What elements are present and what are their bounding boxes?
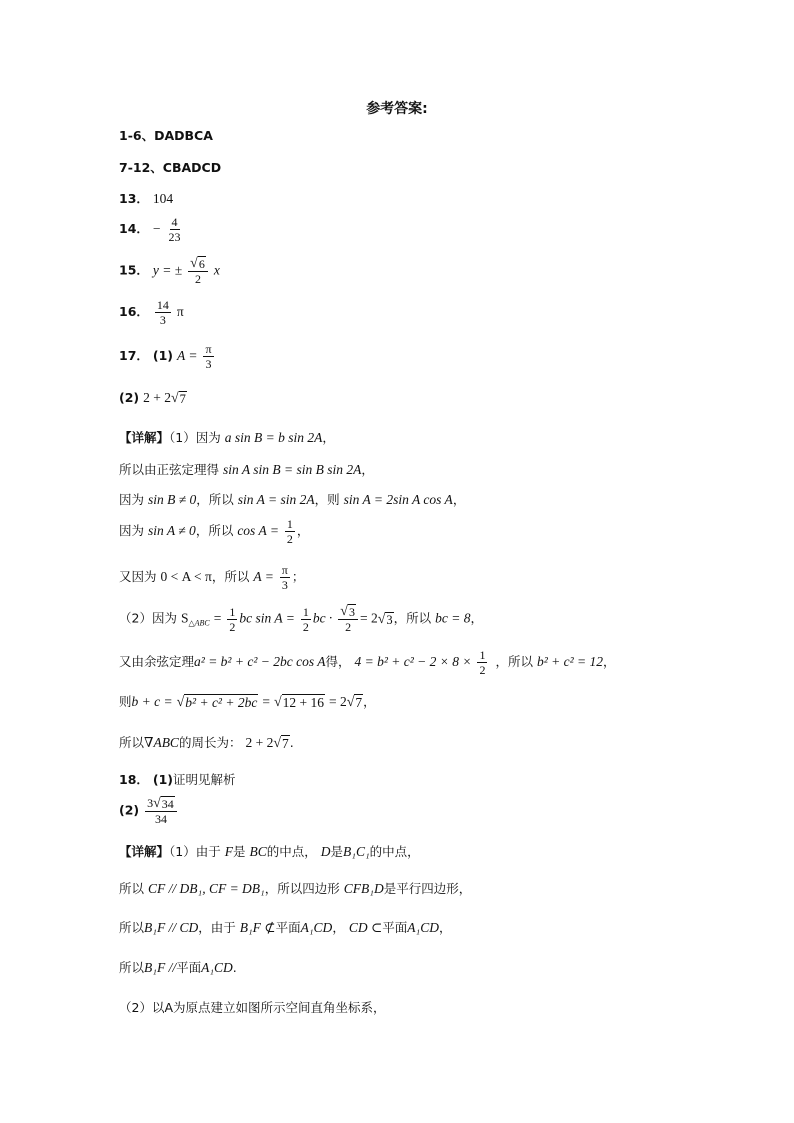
q17-s6-frac3-den: 2 [345, 620, 352, 634]
answer-18-part1 [119, 770, 236, 788]
q15-fraction [188, 256, 208, 286]
q17-s8-rad1: b² + c² + 2bc [185, 695, 258, 710]
q17-s6-S: S [180, 610, 189, 626]
q17-s9-tri: ∇ABC [144, 735, 179, 750]
q16-numerator: 14 [156, 298, 169, 312]
q17-s4-m2: cos A = [237, 523, 279, 538]
q17-s6-frac3 [338, 604, 358, 634]
q17-s6-frac1-num: 1 [229, 604, 236, 619]
q17-s9-radicand: 7 [282, 736, 289, 751]
q17-s8-sqrt3: √ 7 [346, 695, 363, 710]
q18-s3-m3: A₁CD [300, 920, 333, 935]
q17-s6-frac1 [227, 605, 237, 634]
q17-s8-end: ， [363, 694, 376, 709]
q18-s1-F: F [224, 844, 233, 859]
q16-denominator: 3 [159, 313, 166, 327]
q17-s6-m5: bc = 8 [435, 610, 471, 626]
q17-s7-m1: a² = b² + c² − 2bc cos A [194, 654, 326, 669]
q17-s2-math: sin A sin B = sin B sin 2A [223, 462, 362, 477]
q17-s3-c: ，则 [314, 492, 340, 507]
q18-detail-line-3 [119, 918, 452, 936]
q18-part2-num [145, 796, 177, 812]
q17-detail-line-5 [119, 563, 304, 592]
q17-s7-m2: 4 = b² + c² − 2 × 8 × [354, 654, 472, 669]
q18-num-radicand: 34 [161, 797, 174, 811]
q18-detail-line-2 [119, 879, 471, 897]
q17-s1-end: ， [322, 430, 335, 445]
q18-s4-m1: B₁F // [144, 960, 177, 975]
q18-s3-c: 平面 [275, 920, 301, 935]
q17-part2-radicand: 7 [179, 392, 186, 406]
answer-16 [119, 298, 184, 327]
q18-s1-d: 是 [330, 844, 343, 859]
q17-s7-end: ， [603, 654, 616, 669]
q15-number: 15． [119, 262, 149, 278]
q18-s3-b: ，由于 [198, 920, 236, 935]
q18-detail-line-1 [119, 842, 420, 860]
q17-detail-line-3 [119, 490, 465, 508]
q17-s3-m3: sin A = 2sin A cos A [343, 492, 453, 507]
q17-number: 17． [119, 348, 149, 363]
q18-part2-den: 34 [154, 812, 167, 826]
q18-s3-m4: CD ⊂ [348, 920, 383, 935]
q17-s6-m3: bc · [312, 610, 333, 626]
q17-part2-label: (2) [119, 390, 140, 405]
q18-part1-text: 证明见解析 [173, 772, 236, 787]
answers-7-12: 7-12、CBADCD [119, 160, 222, 175]
q18-s1-D: D [320, 844, 331, 859]
q18-s3-d: ， [332, 920, 345, 935]
q18-s2-m: CF // DB₁, CF = DB₁ [148, 881, 265, 896]
q17-s1-label: （1） [169, 430, 196, 445]
q17-s5-num: π [281, 563, 288, 577]
answers-1-6: 1-6、DADBCA [119, 128, 213, 143]
q14-fraction [167, 215, 183, 244]
q17-s6-frac3-radicand: 3 [348, 605, 355, 619]
q17-s7-c: ，所以 [495, 654, 533, 669]
q18-s3-end: ， [438, 920, 452, 935]
q16-fraction [155, 298, 171, 327]
answer-17-part1 [119, 342, 216, 371]
q17-s8-rad2: 12 + 16 [282, 695, 324, 710]
q17-s8-sqrt2: √ 12 + 16 [273, 695, 324, 710]
q17-s5-m1: 0 < A < π [160, 569, 212, 584]
q17-s3-end: ， [452, 492, 466, 507]
answer-18-part2 [119, 796, 179, 826]
q17-s6-m4: = 2 [359, 610, 378, 626]
q17-s6-end: ， [470, 610, 484, 626]
q17-part1-fraction [203, 342, 213, 371]
q17-s8-m2: = 2 [328, 694, 347, 709]
answer-13 [119, 189, 173, 207]
q17-s1-text: 因为 [195, 430, 221, 445]
q18-s3-m5: A₁CD [407, 920, 439, 935]
q15-lhs: y = ± [152, 262, 183, 278]
q13-value: 104 [152, 191, 174, 206]
q17-s5-end: ； [291, 569, 305, 584]
q17-s8-sqrt1: √ b² + c² + 2bc [176, 695, 258, 710]
q17-s4-den: 2 [286, 532, 293, 546]
q17-s6-sqrt-radicand: 3 [386, 612, 393, 627]
q17-s6-a: 因为 [151, 610, 177, 626]
q18-s4-m2: A₁CD [201, 960, 233, 975]
q18-s3-m1: B₁F // CD [144, 920, 199, 935]
q17-part2-ans: 2 + 2 [143, 390, 171, 405]
q18-s2-b: ，所以四边形 [264, 881, 340, 896]
q15-var: x [213, 262, 220, 278]
q18-s3-e: 平面 [382, 920, 408, 935]
answer-15 [119, 256, 220, 286]
q18-part1-label: (1) [152, 772, 174, 787]
answer-17-part2 [119, 390, 187, 407]
q17-detail-line-8 [119, 692, 376, 711]
q17-s4-a: 因为 [119, 523, 145, 538]
q17-s7-fraction [477, 648, 487, 677]
q18-part2-fraction [145, 796, 177, 826]
q14-denominator: 23 [168, 230, 181, 244]
q17-s6-frac2 [301, 605, 311, 634]
q17-s7-den: 2 [479, 663, 486, 677]
q18-s1-b: 是 [232, 844, 246, 859]
q17-s3-a: 因为 [119, 492, 145, 507]
q18-detail-line-4 [119, 958, 237, 976]
q17-s9-a: 所以 [119, 735, 145, 750]
q18-s2-a: 所以 [119, 881, 145, 896]
q17-s6-m2: bc sin A = [239, 610, 295, 626]
q18-s1-label: （1） [169, 844, 196, 859]
q14-sign: − [152, 221, 161, 236]
q17-s8-a: 则 [119, 694, 132, 709]
q17-s3-b: ，所以 [196, 492, 234, 507]
q17-s5-a: 又因为 [119, 569, 157, 584]
q17-s5-fraction [280, 563, 290, 592]
q17-s6-sqrt: √ 3 [377, 611, 393, 627]
q16-number: 16． [119, 304, 149, 319]
q17-s8-m1: b + c = [131, 694, 173, 709]
q17-detail-label: 【详解】 [119, 430, 170, 445]
q18-s1-a: 由于 [195, 844, 221, 859]
q17-s7-num: 1 [479, 648, 486, 662]
q17-detail-line-7 [119, 648, 616, 677]
q17-s6-frac3-sqrt: √ 3 [338, 604, 358, 620]
q14-numerator: 4 [171, 215, 178, 229]
q17-s3-m2: sin A = sin 2A [237, 492, 315, 507]
q17-s6-b: ，所以 [393, 610, 432, 626]
q17-detail-line-4 [119, 517, 309, 546]
q17-s6-frac2-num: 1 [302, 604, 309, 619]
q18-number: 18． [119, 772, 149, 787]
q17-s4-fraction [285, 517, 295, 546]
q17-s9-sqrt: √ 7 [273, 736, 289, 751]
q15-sqrt: √ 6 [188, 256, 208, 272]
q17-part1-label: (1) [152, 348, 174, 363]
q17-s5-den: 3 [281, 578, 288, 592]
q18-s1-e: 的中点， [369, 844, 420, 859]
q18-s1-B1C1: B₁C₁ [343, 844, 370, 859]
q17-s9-end: . [289, 735, 294, 750]
q18-s2-q: CFB₁D [343, 881, 384, 896]
q17-part2-sqrt: √ 7 [170, 391, 186, 406]
q18-s4-b: 平面 [176, 960, 202, 975]
q17-s1-math: a sin B = b sin 2A [224, 430, 323, 445]
q18-s4-a: 所以 [119, 960, 145, 975]
q17-s3-m1: sin B ≠ 0 [148, 492, 197, 507]
q17-detail-line-1 [119, 428, 335, 446]
q18-s4-end: . [232, 960, 237, 975]
q18-s5-text: 以A为原点建立如图所示空间直角坐标系， [151, 1000, 386, 1015]
q17-s7-m3: b² + c² = 12 [536, 654, 604, 669]
q17-s2-text: 所以由正弦定理得 [119, 462, 220, 477]
q17-detail-line-6 [119, 604, 483, 634]
q17-s4-num: 1 [286, 517, 293, 531]
q17-s6-sub: △ABC [188, 618, 210, 628]
q14-number: 14． [119, 221, 149, 236]
q17-s4-end: ， [296, 523, 310, 538]
q13-number: 13． [119, 191, 149, 206]
q17-s6-label: （2） [119, 610, 152, 626]
q15-denominator: 2 [194, 272, 201, 286]
q18-num-sqrt: √ 34 [153, 796, 174, 811]
q17-s8-eq: = [262, 694, 270, 709]
page-title: 参考答案: [366, 101, 428, 117]
q18-s5-label: （2） [119, 1000, 152, 1015]
q17-s7-b: 得， [325, 654, 351, 669]
q17-s6-frac2-den: 2 [302, 619, 309, 634]
q17-s6-eq: = [213, 610, 222, 626]
q17-s6-frac1-den: 2 [229, 619, 236, 634]
q18-s2-c: 是平行四边形， [383, 881, 472, 896]
q17-s5-b: ，所以 [211, 569, 250, 584]
q17-s2-end: ， [361, 462, 374, 477]
q18-s1-BC: BC [249, 844, 267, 859]
q15-radicand: 6 [198, 257, 205, 271]
answer-14 [119, 215, 185, 244]
q17-part1-eq: A = [177, 348, 198, 363]
q17-s9-b: 的周长为： [178, 735, 242, 750]
q17-detail-line-9 [119, 733, 294, 752]
q18-num-coef: 3 [147, 796, 154, 810]
q17-s7-a: 又由余弦定理 [119, 654, 195, 669]
q16-pi: π [176, 304, 184, 319]
q17-part1-num: π [205, 342, 212, 356]
q17-s9-m: 2 + 2 [245, 735, 274, 750]
q17-part1-den: 3 [205, 357, 212, 371]
q17-s4-b: ，所以 [195, 523, 234, 538]
q17-s5-m2: A = [253, 569, 274, 584]
q18-part2-label: (2) [119, 802, 140, 818]
q18-detail-line-5 [119, 998, 386, 1016]
q18-s3-m2: B₁F ⊄ [239, 920, 276, 935]
q17-detail-line-2 [119, 460, 374, 478]
q18-s3-a: 所以 [119, 920, 145, 935]
q17-s4-m1: sin A ≠ 0 [148, 523, 196, 538]
q18-s1-c: 的中点， [266, 844, 317, 859]
q18-detail-label: 【详解】 [119, 844, 170, 859]
q17-s8-rad3: 7 [355, 695, 363, 710]
